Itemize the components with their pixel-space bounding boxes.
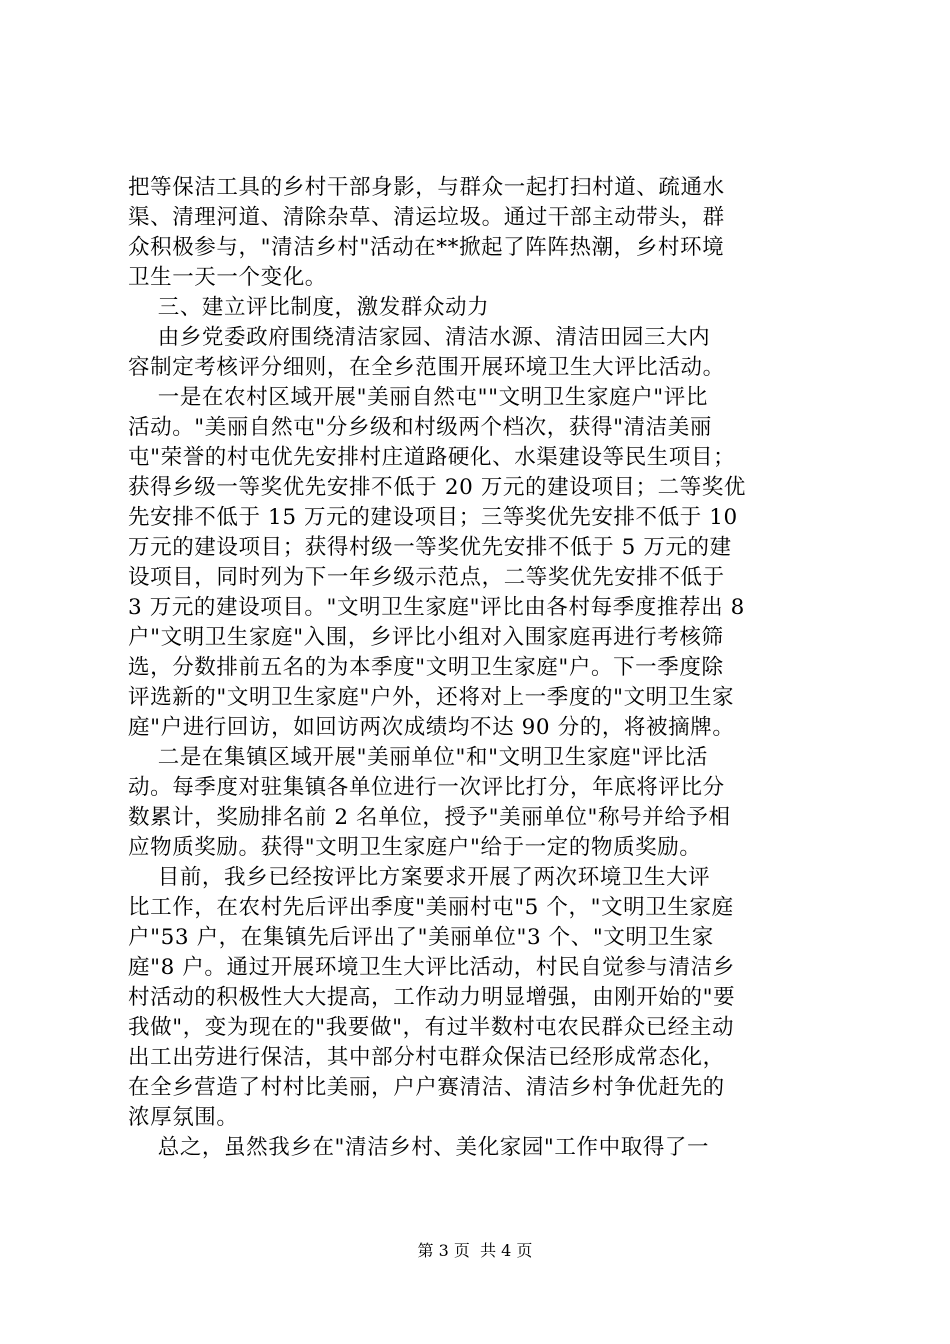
text-line: 渠、清理河道、清除杂草、清运垃圾。通过干部主动带头，群 bbox=[128, 205, 725, 230]
text-line: 屯"荣誉的村屯优先安排村庄道路硬化、水渠建设等民生项目； bbox=[128, 445, 736, 470]
text-line: 户"文明卫生家庭"入围，乡评比小组对入围家庭再进行考核筛 bbox=[128, 625, 724, 650]
text-line: 浓厚氛围。 bbox=[128, 1105, 239, 1130]
text-line: 庭"户进行回访，如回访两次成绩均不达 90 分的，将被摘牌。 bbox=[128, 715, 735, 740]
text-line: 村活动的积极性大大提高，工作动力明显增强，由刚开始的"要 bbox=[128, 985, 736, 1010]
text-line: 庭"8 户。通过开展环境卫生大评比活动，村民自觉参与清洁乡 bbox=[128, 955, 735, 980]
text-line: 评选新的"文明卫生家庭"户外，还将对上一季度的"文明卫生家 bbox=[128, 685, 735, 710]
text-line: 一是在农村区域开展"美丽自然屯""文明卫生家庭户"评比 bbox=[128, 385, 708, 410]
text-line: 由乡党委政府围绕清洁家园、清洁水源、清洁田园三大内 bbox=[128, 325, 711, 350]
text-line: 3 万元的建设项目。"文明卫生家庭"评比由各村每季度推荐出 8 bbox=[128, 595, 745, 620]
text-line: 选，分数排前五名的为本季度"文明卫生家庭"户。下一季度除 bbox=[128, 655, 724, 680]
text-line: 总之，虽然我乡在"清洁乡村、美化家园"工作中取得了一 bbox=[128, 1135, 710, 1160]
text-line: 设项目，同时列为下一年乡级示范点，二等奖优先安排不低于 bbox=[128, 565, 725, 590]
text-line: 卫生一天一个变化。 bbox=[128, 265, 327, 290]
text-line: 出工出劳进行保洁，其中部分村屯群众保洁已经形成常态化， bbox=[128, 1045, 725, 1070]
text-line: 活动。"美丽自然屯"分乡级和村级两个档次，获得"清洁美丽 bbox=[128, 415, 712, 440]
text-line: 我做"，变为现在的"我要做"，有过半数村屯农民群众已经主动 bbox=[128, 1015, 735, 1040]
text-line: 容制定考核评分细则，在全乡范围开展环境卫生大评比活动。 bbox=[128, 355, 725, 380]
section-heading: 三、建立评比制度，激发群众动力 bbox=[128, 295, 490, 320]
document-body bbox=[128, 173, 828, 1163]
text-line: 二是在集镇区域开展"美丽单位"和"文明卫生家庭"评比活 bbox=[128, 745, 708, 770]
text-line: 在全乡营造了村村比美丽，户户赛清洁、清洁乡村争优赶先的 bbox=[128, 1075, 725, 1100]
text-line: 先安排不低于 15 万元的建设项目；三等奖优先安排不低于 10 bbox=[128, 505, 738, 530]
text-line: 获得乡级一等奖优先安排不低于 20 万元的建设项目；二等奖优 bbox=[128, 475, 747, 500]
text-line: 把等保洁工具的乡村干部身影，与群众一起打扫村道、疏通水 bbox=[128, 175, 725, 200]
page-footer: 第 3 页 共 4 页 bbox=[417, 1241, 533, 1260]
text-line: 动。每季度对驻集镇各单位进行一次评比打分，年底将评比分 bbox=[128, 775, 725, 800]
text-line: 万元的建设项目；获得村级一等奖优先安排不低于 5 万元的建 bbox=[128, 535, 732, 560]
text-line: 众积极参与，"清洁乡村"活动在**掀起了阵阵热潮，乡村环境 bbox=[128, 235, 725, 260]
text-line: 户"53 户，在集镇先后评出了"美丽单位"3 个、"文明卫生家 bbox=[128, 925, 714, 950]
text-line: 应物质奖励。获得"文明卫生家庭户"给于一定的物质奖励。 bbox=[128, 835, 702, 860]
text-line: 数累计，奖励排名前 2 名单位，授予"美丽单位"称号并给予相 bbox=[128, 805, 731, 830]
text-line: 比工作，在农村先后评出季度"美丽村屯"5 个，"文明卫生家庭 bbox=[128, 895, 734, 920]
text-line: 目前，我乡已经按评比方案要求开展了两次环境卫生大评 bbox=[128, 865, 711, 890]
